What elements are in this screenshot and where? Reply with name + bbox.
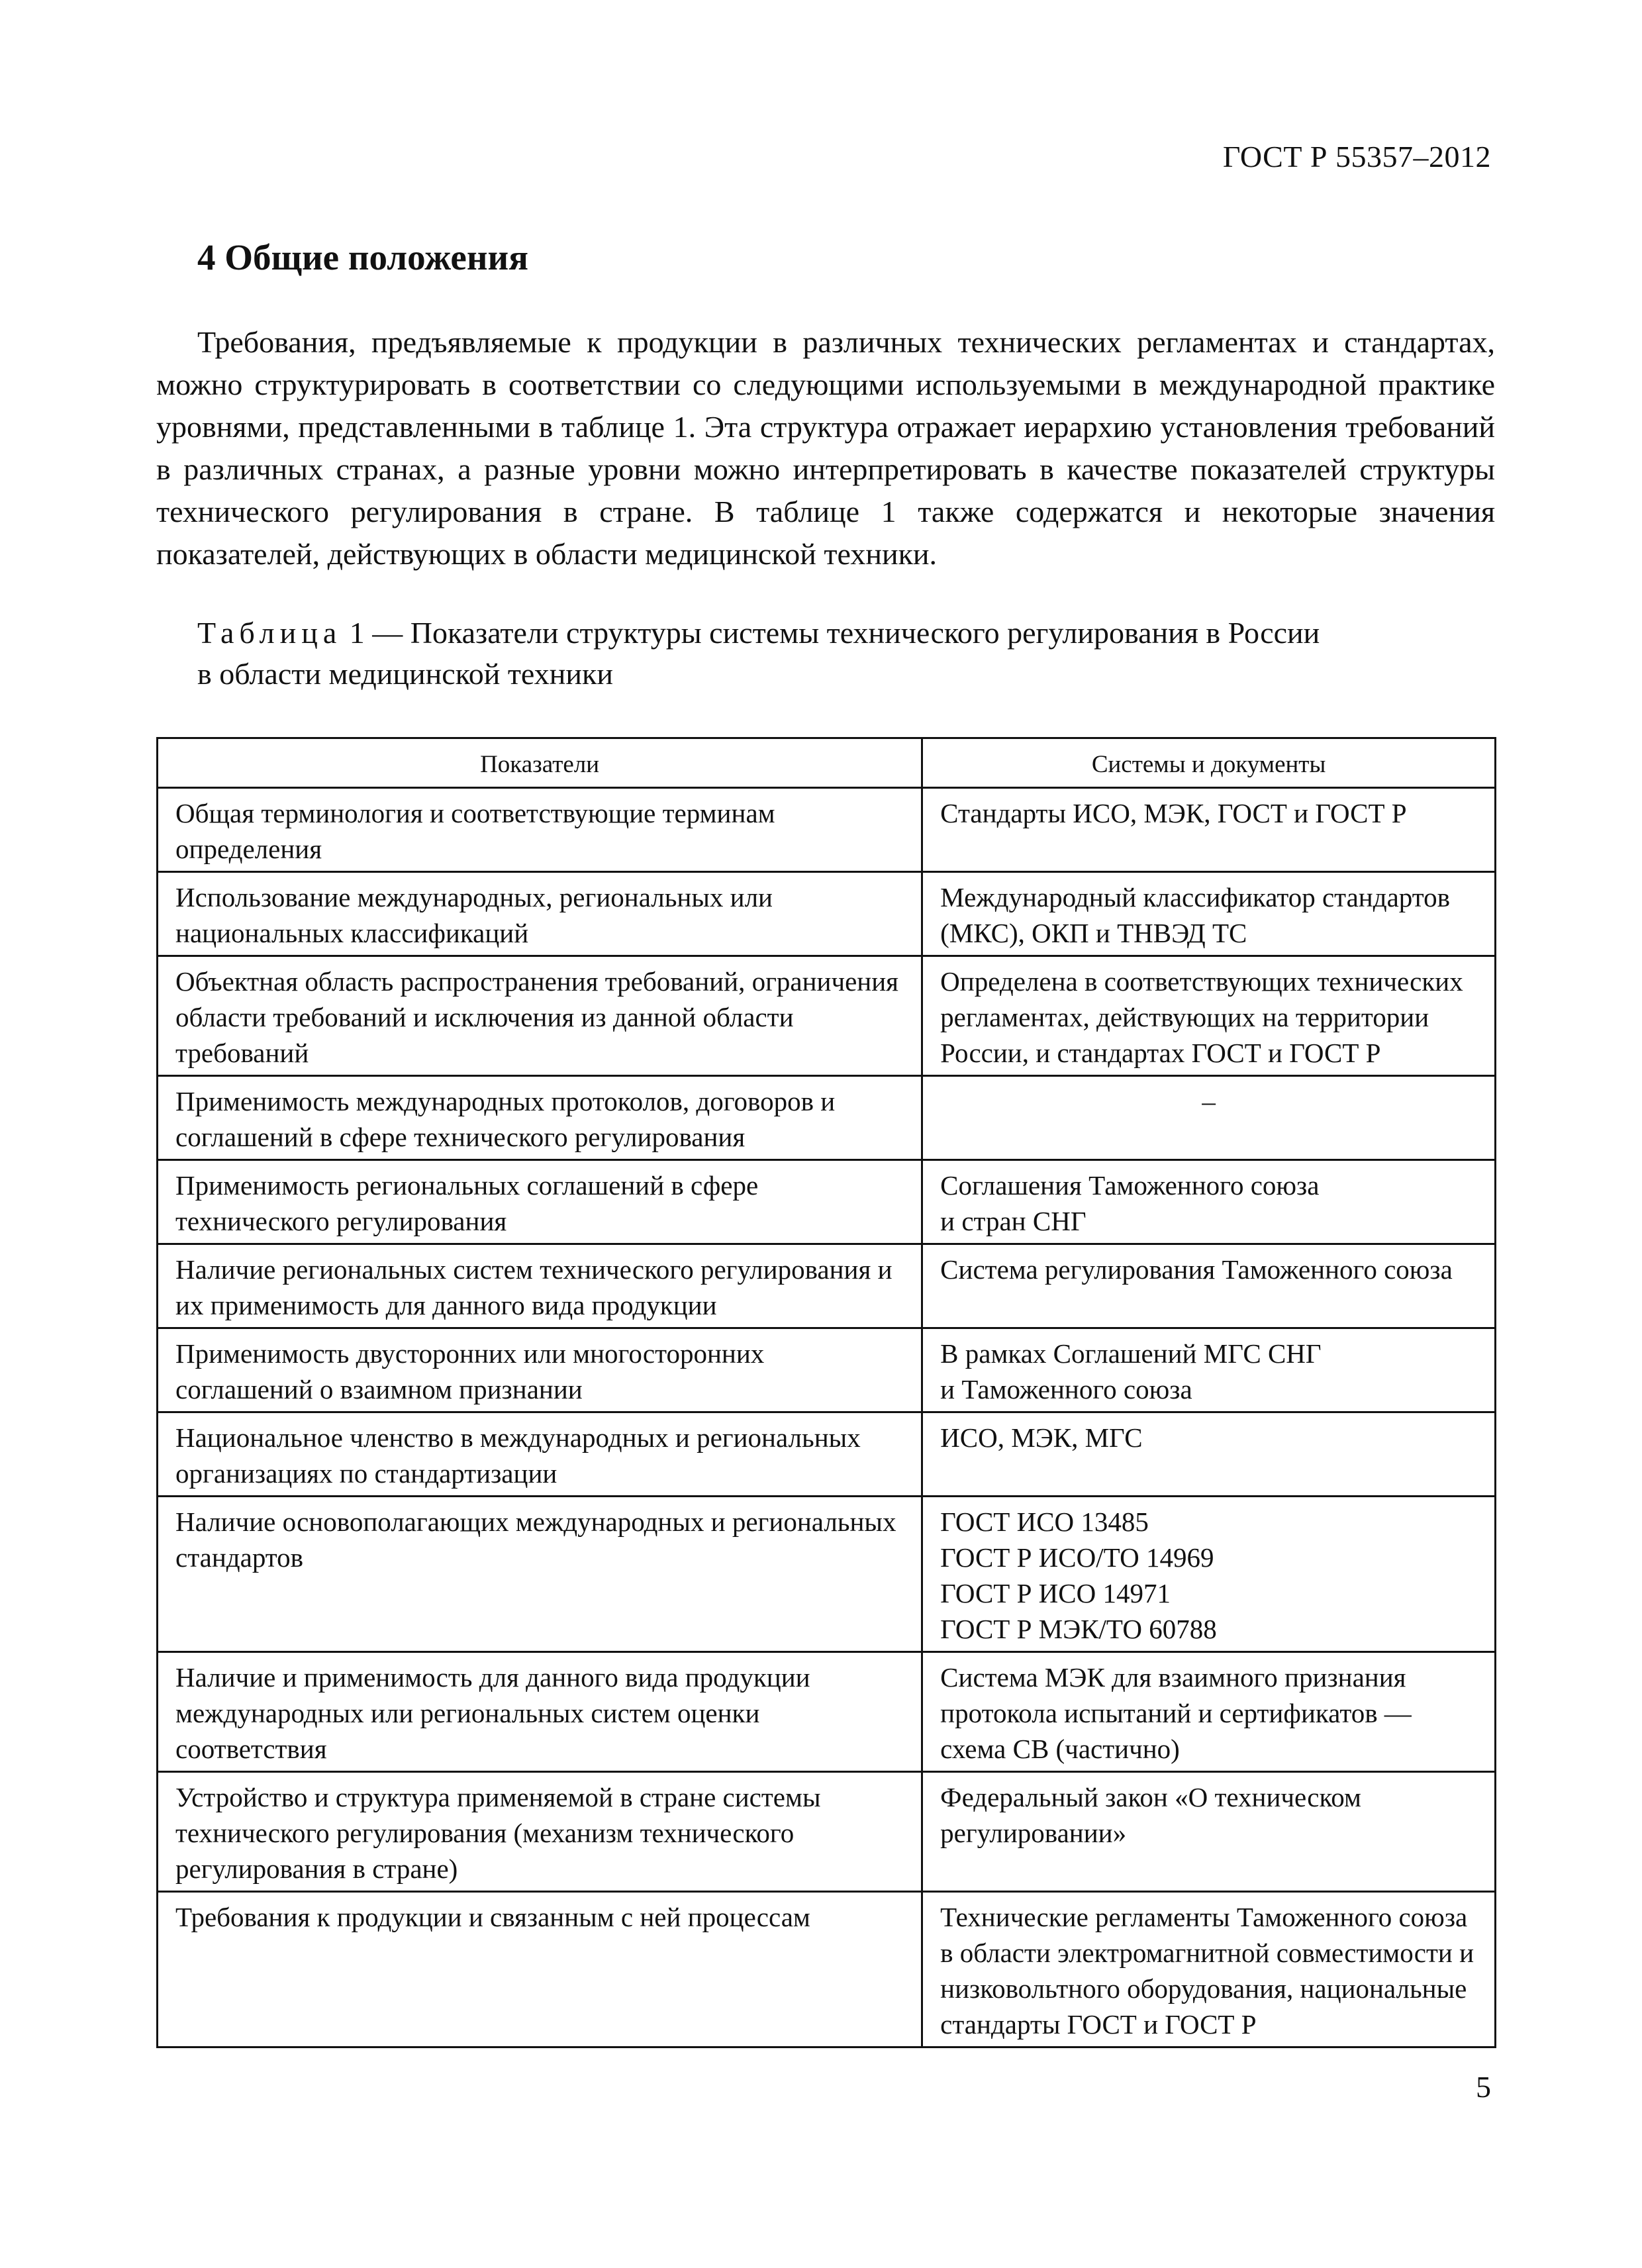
table-row	[158, 1076, 1496, 1160]
systems-cell	[922, 1160, 1496, 1244]
indicator-cell: Наличие основополагающих международных и региональных стандартов	[158, 1497, 922, 1652]
systems-cell	[922, 1244, 1496, 1328]
page-header-code: ГОСТ Р 55357–2012	[1222, 140, 1491, 173]
systems-line: ГОСТ Р ИСО/ТО 14969	[940, 1542, 1214, 1573]
table-row	[158, 1652, 1496, 1772]
indicator-cell: Применимость региональных соглашений в сфере технического регулирования	[158, 1160, 922, 1244]
systems-cell	[922, 1652, 1496, 1772]
systems-line: Соглашения Таможенного союза	[940, 1170, 1320, 1201]
systems-line: Система регулирования Таможенного союза	[940, 1254, 1453, 1285]
table-row	[158, 1160, 1496, 1244]
systems-cell	[922, 1772, 1496, 1892]
column-header-indicators: Показатели	[158, 738, 922, 788]
indicator-cell: Использование международных, региональных или национальных классификаций	[158, 872, 922, 956]
systems-cell	[922, 956, 1496, 1076]
table-row	[158, 1497, 1496, 1652]
intro-paragraph: Требования, предъявляемые к продукции в различных технических регламентах и стандартах, можно структурировать в соответствии со следующими используемыми в международной практике уровнями, представленными в таблице 1. Эта структура отражает иерархию установления требований в различных странах, а разные уровни можно интерпретировать в качестве показателей структуры технического регулирования в стране. В таблице 1 также содержатся и некоторые значения показателей, действующих в области медицинской техники.	[156, 325, 1495, 571]
table-row	[158, 1244, 1496, 1328]
indicator-cell: Наличие и применимость для данного вида продукции международных или региональных систем оценки соответствия	[158, 1652, 922, 1772]
systems-line: ГОСТ Р ИСО 14971	[940, 1578, 1171, 1608]
systems-cell	[922, 872, 1496, 956]
systems-cell	[922, 1328, 1496, 1412]
indicators-table	[156, 737, 1496, 2048]
indicator-cell: Требования к продукции и связанным с ней процессам	[158, 1892, 922, 2047]
systems-line: В рамках Соглашений МГС СНГ	[940, 1338, 1322, 1369]
indicator-cell: Применимость международных протоколов, договоров и соглашений в сфере технического регулирования	[158, 1076, 922, 1160]
indicator-cell: Национальное членство в международных и региональных организациях по стандартизации	[158, 1412, 922, 1497]
table-row	[158, 1328, 1496, 1412]
table-row	[158, 956, 1496, 1076]
table-caption-text: 1 — Показатели структуры системы технического регулирования в России	[342, 616, 1320, 650]
indicator-cell: Объектная область распространения требований, ограничения области требований и исключения из данной области требований	[158, 956, 922, 1076]
systems-line: Технические регламенты Таможенного союза в области электромагнитной совместимости и низковольтного оборудования, национальные стандарты ГОСТ и ГОСТ Р	[940, 1902, 1474, 2040]
table-row	[158, 1892, 1496, 2047]
systems-line: Международный классификатор стандартов (МКС), ОКП и ТНВЭД ТС	[940, 882, 1450, 948]
table-row	[158, 788, 1496, 872]
systems-cell	[922, 788, 1496, 872]
systems-line: Федеральный закон «О техническом регулировании»	[940, 1782, 1361, 1848]
indicator-cell: Наличие региональных систем технического регулирования и их применимость для данного вида продукции	[158, 1244, 922, 1328]
systems-line: Определена в соответствующих технических регламентах, действующих на территории России, и стандартах ГОСТ и ГОСТ Р	[940, 966, 1463, 1068]
systems-line: ГОСТ Р МЭК/ТО 60788	[940, 1614, 1217, 1644]
table-body	[158, 788, 1496, 2047]
systems-line: ГОСТ ИСО 13485	[940, 1506, 1149, 1537]
section-title: 4 Общие положения	[197, 237, 528, 277]
systems-line: и Таможенного союза	[940, 1374, 1192, 1405]
table-caption-prefix: Таблица	[197, 616, 342, 650]
systems-line: Стандарты ИСО, МЭК, ГОСТ и ГОСТ Р	[940, 798, 1407, 828]
table-caption	[197, 613, 1455, 695]
indicator-cell: Устройство и структура применяемой в стране системы технического регулирования (механизм технического регулирования в стране)	[158, 1772, 922, 1892]
indicator-cell: Применимость двусторонних или многосторонних соглашений о взаимном признании	[158, 1328, 922, 1412]
systems-line: Система МЭК для взаимного признания протокола испытаний и сертификатов — схема СВ (частично)	[940, 1662, 1412, 1764]
systems-cell	[922, 1076, 1496, 1160]
systems-line: и стран СНГ	[940, 1206, 1087, 1236]
indicator-cell: Общая терминология и соответствующие терминам определения	[158, 788, 922, 872]
table-row	[158, 872, 1496, 956]
systems-cell	[922, 1412, 1496, 1497]
table-row	[158, 1772, 1496, 1892]
systems-line: –	[1202, 1086, 1216, 1116]
page-number: 5	[1476, 2070, 1491, 2104]
systems-line: ИСО, МЭК, МГС	[940, 1422, 1143, 1453]
systems-cell	[922, 1892, 1496, 2047]
systems-cell	[922, 1497, 1496, 1652]
table-caption-line2: в области медицинской техники	[197, 657, 613, 691]
table-header-row	[158, 738, 1496, 788]
column-header-systems: Системы и документы	[922, 738, 1496, 788]
table-row	[158, 1412, 1496, 1497]
